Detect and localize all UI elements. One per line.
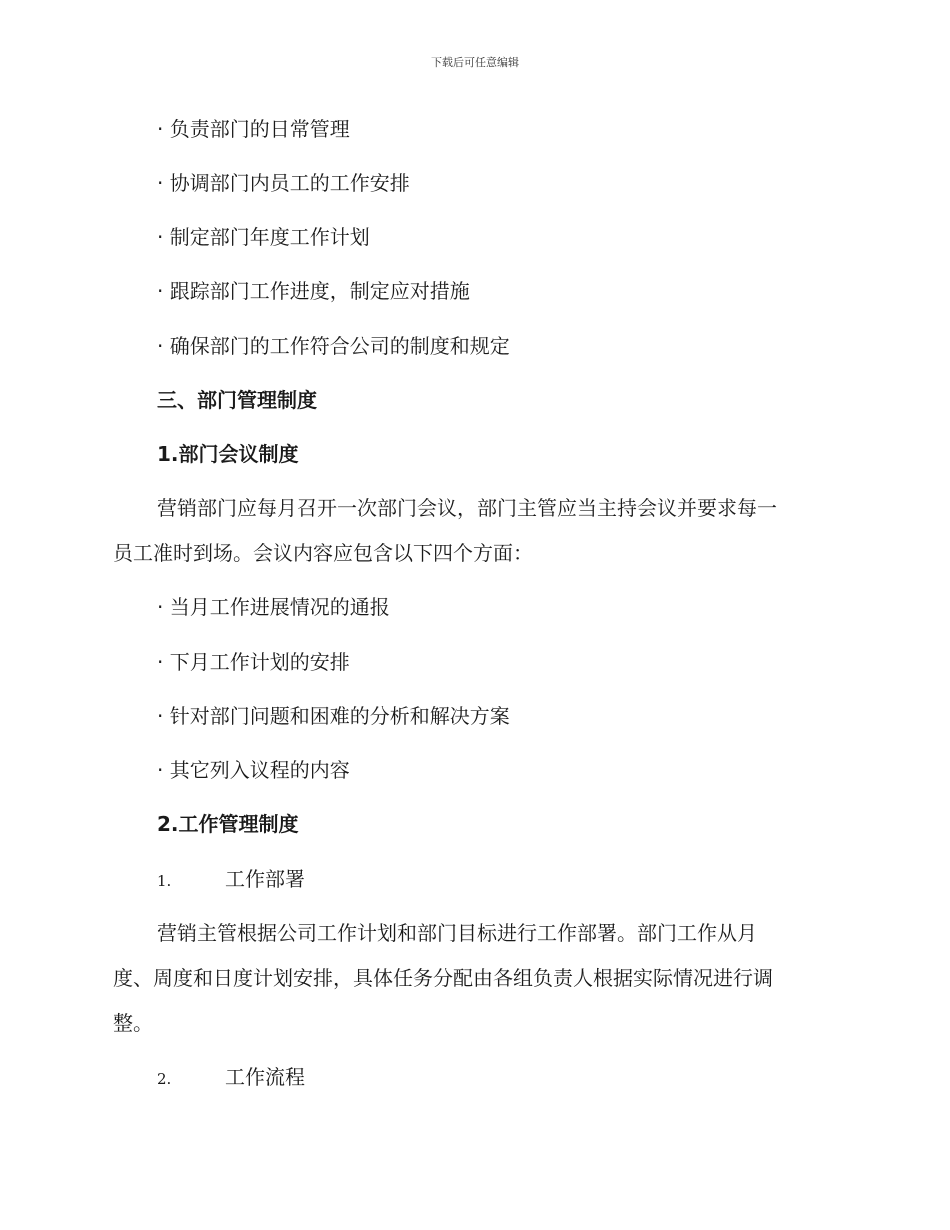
subsection-heading: 2.工作管理制度 bbox=[157, 812, 299, 836]
bullet-item: · 其它列入议程的内容 bbox=[157, 758, 350, 782]
section-heading: 三、部门管理制度 bbox=[157, 388, 317, 412]
bullet-item: · 负责部门的日常管理 bbox=[157, 117, 350, 141]
bullet-item: · 针对部门问题和困难的分析和解决方案 bbox=[157, 704, 510, 728]
bullet-item: · 确保部门的工作符合公司的制度和规定 bbox=[157, 334, 510, 358]
item-number: 2. bbox=[157, 1070, 172, 1088]
bullet-item: · 制定部门年度工作计划 bbox=[157, 225, 370, 249]
item-label: 工作流程 bbox=[225, 1065, 305, 1089]
bullet-item: · 下月工作计划的安排 bbox=[157, 650, 350, 674]
paragraph-line bbox=[113, 921, 833, 945]
paragraph-line: 员工准时到场。会议内容应包含以下四个方面： bbox=[113, 541, 533, 565]
page-header: 下载后可任意编辑 bbox=[431, 56, 519, 69]
bullet-item: · 协调部门内员工的工作安排 bbox=[157, 171, 410, 195]
subsection-heading: 1.部门会议制度 bbox=[157, 442, 299, 466]
bullet-item: · 跟踪部门工作进度，制定应对措施 bbox=[157, 279, 470, 303]
paragraph-text: 营销部门应每月召开一次部门会议，部门主管应当主持会议并要求每一 bbox=[157, 496, 777, 520]
paragraph-text: 营销主管根据公司工作计划和部门目标进行工作部署。部门工作从月 bbox=[157, 921, 757, 945]
paragraph-line: 整。 bbox=[113, 1011, 153, 1035]
numbered-item bbox=[157, 867, 305, 893]
numbered-item bbox=[157, 1065, 305, 1091]
bullet-item: · 当月工作进展情况的通报 bbox=[157, 595, 390, 619]
paragraph-line bbox=[113, 496, 833, 520]
paragraph-line: 度、周度和日度计划安排，具体任务分配由各组负责人根据实际情况进行调 bbox=[113, 966, 773, 990]
item-number: 1. bbox=[157, 872, 172, 890]
item-label: 工作部署 bbox=[225, 867, 305, 891]
